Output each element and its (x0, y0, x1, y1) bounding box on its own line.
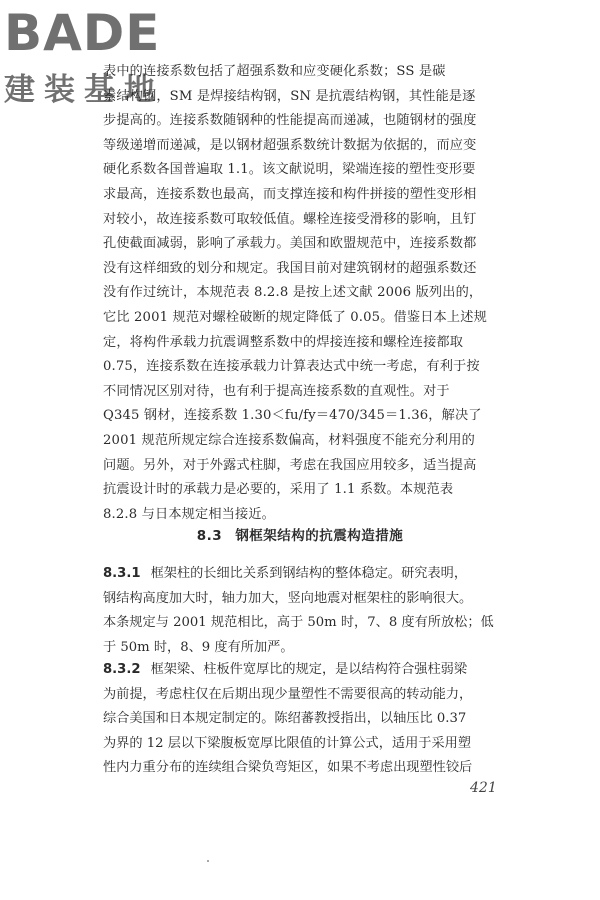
text-line: 8.2.8 与日本规定相当接近。 (103, 506, 276, 522)
text-line: 抗震设计时的承载力是必要的，采用了 1.1 系数。本规范表 (103, 482, 454, 498)
text-line: 等级递增而递减，是以钢材超强系数统计数据为依据的，而应变 (103, 137, 477, 153)
text-line: 0.75，连接系数在连接承载力计算表达式中统一考虑，有利于按 (103, 359, 480, 375)
clause-8-3-2 (103, 658, 528, 781)
clause-first-line (103, 562, 528, 587)
text-line: 定，将构件承载力抗震调整系数中的焊接连接和螺栓连接都取 (103, 334, 464, 350)
text-line: 步提高的。连接系数随钢种的性能提高而递减，也随钢材的强度 (103, 113, 477, 129)
text-line: 综合美国和日本规定制定的。陈绍蕃教授指出，以轴压比 0.37 (103, 711, 467, 727)
watermark-subtitle: 建装基地 (4, 72, 164, 108)
text-line: Q345 钢材，连接系数 1.30＜fu/fy＝470/345＝1.36，解决了 (103, 408, 482, 424)
text-line: 为前提，考虑柱仅在后期出现少量塑性不需要很高的转动能力， (103, 686, 473, 702)
section-title: 钢框架结构的抗震构造措施 (235, 528, 404, 544)
section-heading (0, 524, 600, 544)
watermark-brand: BADE (4, 4, 161, 62)
text-line: 不同情况区别对待，也有利于提高连接系数的直观性。对于 (103, 383, 450, 399)
text-line: 问题。另外，对于外露式柱脚，考虑在我国应用较多，适当提高 (103, 457, 477, 473)
text-line: 为界的 12 层以下梁腹板宽厚比限值的计算公式，适用于采用塑 (103, 735, 472, 751)
text-line: 框架梁、柱板件宽厚比的规定，是以结构符合强柱弱梁 (150, 662, 468, 677)
text-line: 2001 规范所规定综合连接系数偏高，材料强度不能充分利用的 (103, 432, 475, 448)
text-line: 没有这样细致的划分和规定。我国目前对建筑钢材的超强系数还 (103, 260, 477, 276)
text-line: 表中的连接系数包括了超强系数和应变硬化系数；SS 是碳 (103, 64, 446, 79)
text-line: 钢结构高度加大时，轴力加大，竖向地震对框架柱的影响很大。 (103, 590, 473, 606)
text-line: 框架柱的长细比关系到钢结构的整体稳定。研究表明， (150, 566, 468, 581)
text-line: 性内力重分布的连续组合梁负弯矩区，如果不考虑出现塑性铰后 (103, 760, 473, 776)
text-line: 硬化系数各国普遍取 1.1。该文献说明，梁端连接的塑性变形要 (103, 162, 476, 178)
text-line: 于 50m 时，8、9 度有所加严。 (103, 639, 294, 655)
clause-number: 8.3.1 (103, 566, 141, 581)
clause-first-line (103, 658, 528, 683)
clause-number: 8.3.2 (103, 662, 141, 677)
text-line: 对较小，故连接系数可取较低值。螺栓连接受滑移的影响，且钉 (103, 211, 477, 227)
paragraph-connection-coefficients (103, 60, 528, 527)
text-line: 素结构钢，SM 是焊接结构钢，SN 是抗震结构钢，其性能是逐 (103, 88, 476, 104)
section-number: 8.3 (196, 528, 223, 544)
text-line: 求最高，连接系数也最高，而支撑连接和构件拼接的塑性变形相 (103, 186, 477, 202)
text-line: 它比 2001 规范对螺栓破断的规定降低了 0.05。借鉴日本上述规 (103, 309, 487, 325)
scan-speck (207, 860, 209, 862)
text-line: 本条规定与 2001 规范相比，高于 50m 时，7、8 度有所放松；低 (103, 615, 494, 631)
text-line: 孔使截面减弱，影响了承载力。美国和欧盟规范中，连接系数都 (103, 236, 477, 252)
page-number: 421 (470, 780, 497, 796)
clause-8-3-1 (103, 562, 528, 660)
text-line: 没有作过统计，本规范表 8.2.8 是按上述文献 2006 版列出的， (103, 285, 483, 301)
